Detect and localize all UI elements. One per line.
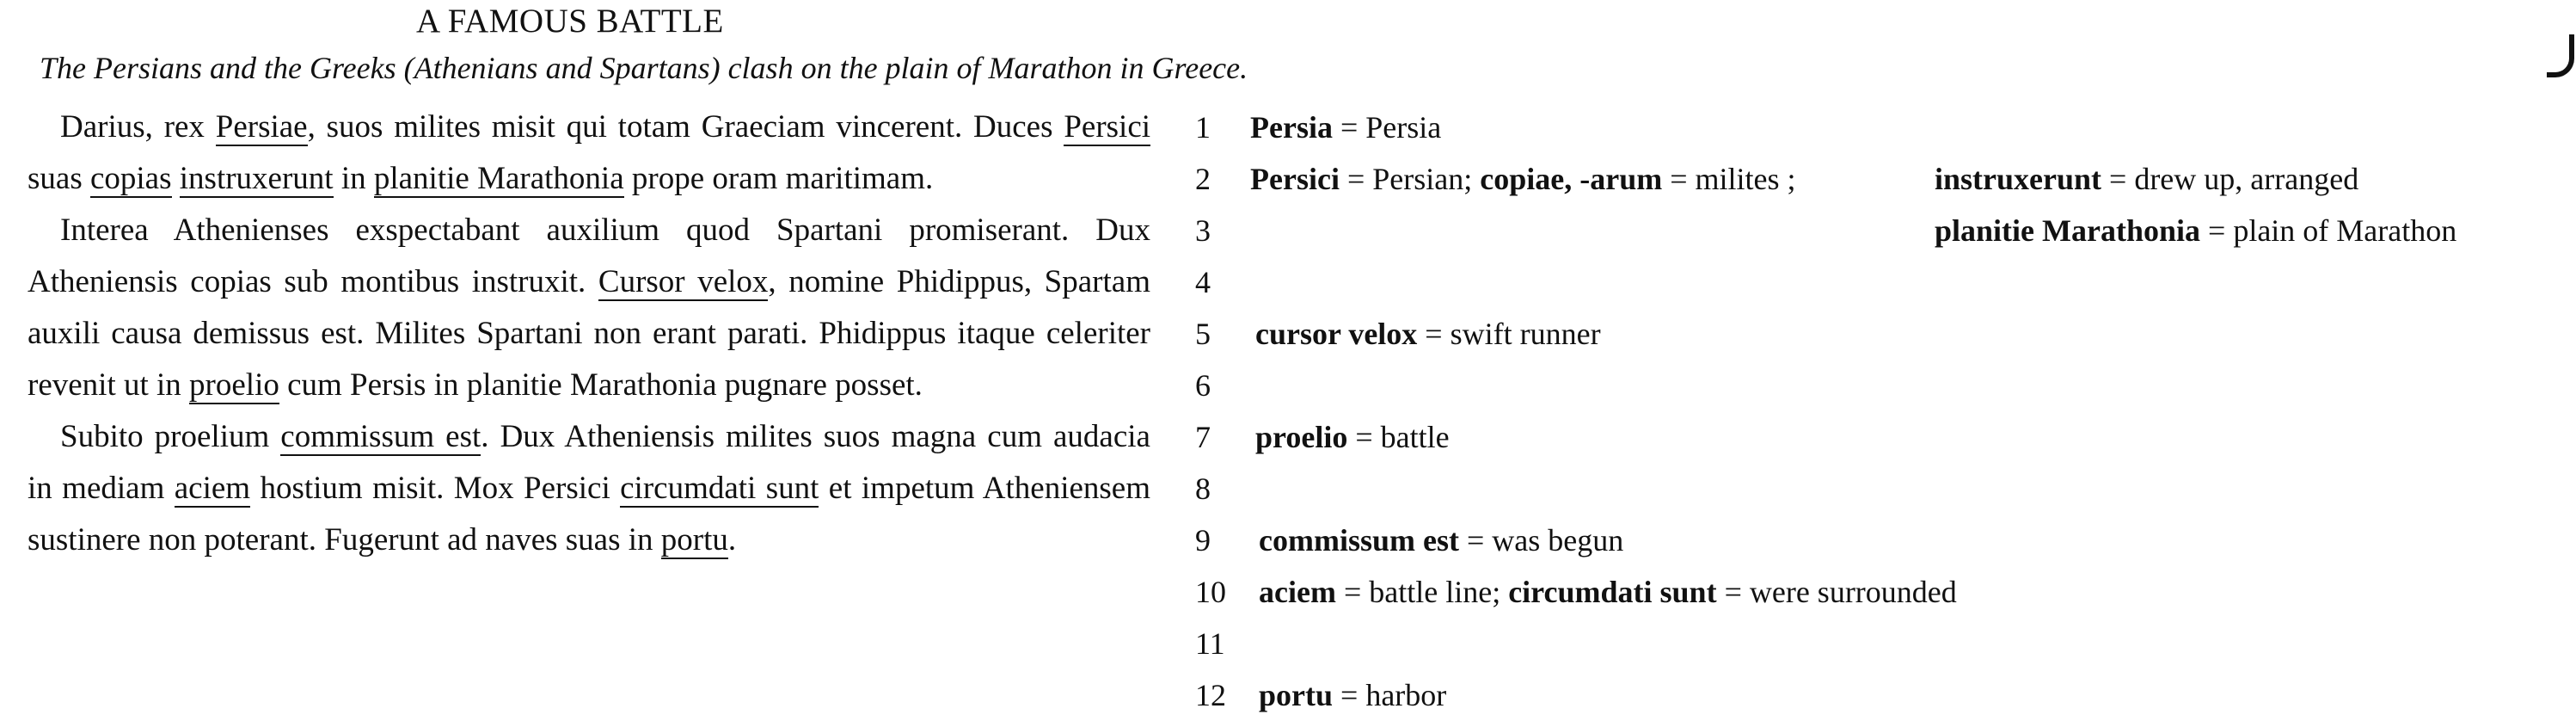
gloss-definition: = swift runner [1417,317,1601,351]
gloss-definition: = was begun [1458,523,1624,558]
gloss-definition: = were surrounded [1716,575,1957,609]
gloss-definition: = harbor [1333,678,1447,712]
gloss-term: cursor velox [1255,317,1418,351]
glossed-word: Cursor velox [598,264,769,299]
vocabulary-glosses [1248,102,2573,721]
glossed-word: planitie Marathonia [373,161,624,196]
text-run: Darius, rex [60,109,216,145]
gloss-row-11 [1248,618,2573,669]
line-number: 5 [1195,317,1211,351]
glossed-word: aciem [174,471,251,506]
gloss-entry [1259,566,1957,618]
gloss-term: instruxerunt [1935,162,2102,196]
gloss-row-1 [1248,102,2573,153]
text-run: et impetum Atheniensem sustinere non poterant. Fugerunt ad naves suas in [28,471,1150,558]
gloss-term: Persia [1250,110,1333,145]
text-run: , suos milites misit qui totam Graeciam vincerent. Duces [307,109,1064,145]
gloss-entry [1255,308,1601,360]
text-run: hostium misit. Mox Persici [250,471,621,506]
glossed-word: instruxerunt [179,161,334,196]
text-run: prope oram maritimam. [623,161,934,196]
gloss-term: aciem [1259,575,1336,609]
line-number: 8 [1195,471,1211,506]
gloss-row-12 [1248,669,2573,721]
page-subtitle: The Persians and the Greeks (Athenians and Spartans) clash on the plain of Marathon in Greece. [40,51,1248,85]
text-run: cum Persis in planitie Marathonia pugnare posset. [279,367,923,403]
line-number: 4 [1195,265,1211,299]
gloss-definition: = Persian; [1339,162,1481,196]
gloss-row-3 [1248,205,2573,256]
gloss-row-4 [1248,256,2573,308]
line-number: 2 [1195,162,1211,196]
line-number: 1 [1195,110,1211,145]
gloss-entry [1259,514,1623,566]
line-number: 7 [1195,420,1211,454]
gloss-term: portu [1259,678,1334,712]
gloss-entry [1935,153,2358,205]
line-number: 10 [1195,575,1226,609]
gloss-term: copiae, -arum [1480,162,1663,196]
gloss-row-10 [1248,566,2573,618]
gloss-definition: = drew up, arranged [2101,162,2359,196]
gloss-definition: = plain of Marathon [2200,213,2457,248]
line-number: 6 [1195,368,1211,403]
gloss-term: Persici [1250,162,1340,196]
glossed-word: circumdati sunt [620,471,819,506]
gloss-definition: = milites ; [1662,162,1796,196]
gloss-row-2 [1248,153,2573,205]
line-number: 3 [1195,213,1211,248]
text-run: , nomine Phidippus, Spartam auxili causa demissus est. Milites Spartani non erant parati. Phidippus itaque celeriter revenit ut in [28,264,1150,403]
text-run: Interea Athenienses exspectabant auxilium quod Spartani promiserant. Dux Atheniensis copias sub montibus instruxit. [28,213,1150,299]
glossed-word: proelio [189,367,279,403]
glossed-word: portu [660,522,728,558]
gloss-entry [1935,205,2456,256]
gloss-row-8 [1248,463,2573,514]
text-run: Subito proelium [60,419,281,454]
gloss-definition: = battle line; [1335,575,1509,609]
paragraph-2 [28,205,1150,411]
glossed-word: Persici [1064,109,1151,145]
gloss-definition: = battle [1347,420,1450,454]
gloss-term: proelio [1255,420,1348,454]
gloss-row-6 [1248,360,2573,411]
text-run: . Dux Atheniensis milites suos magna cum audacia in mediam [28,419,1150,506]
text-run: in [333,161,374,196]
gloss-term: commissum est [1259,523,1459,558]
line-number: 12 [1195,678,1226,712]
gloss-entry [1255,411,1450,463]
glossed-word: copias [89,161,172,196]
gloss-row-7 [1248,411,2573,463]
text-run [172,161,180,196]
glossed-word: Persiae [215,109,308,145]
gloss-row-9 [1248,514,2573,566]
paragraph-3 [28,411,1150,566]
gloss-entry [1259,669,1446,721]
line-number: 9 [1195,523,1211,558]
gloss-entry [1250,102,1441,153]
line-number: 11 [1195,626,1225,661]
gloss-row-5 [1248,308,2573,360]
paragraph-1 [28,102,1150,205]
glossed-word: commissum est [280,419,481,454]
text-run: . [727,522,737,558]
page-corner-mark [2547,34,2574,77]
latin-passage [28,102,1150,566]
page-title: A FAMOUS BATTLE [416,3,724,40]
gloss-definition: = Persia [1332,110,1442,145]
gloss-term: planitie Marathonia [1935,213,2201,248]
text-run: suas [28,161,90,196]
gloss-term: circumdati sunt [1508,575,1717,609]
line-number-column [1195,102,1247,721]
gloss-entry [1250,153,1796,205]
